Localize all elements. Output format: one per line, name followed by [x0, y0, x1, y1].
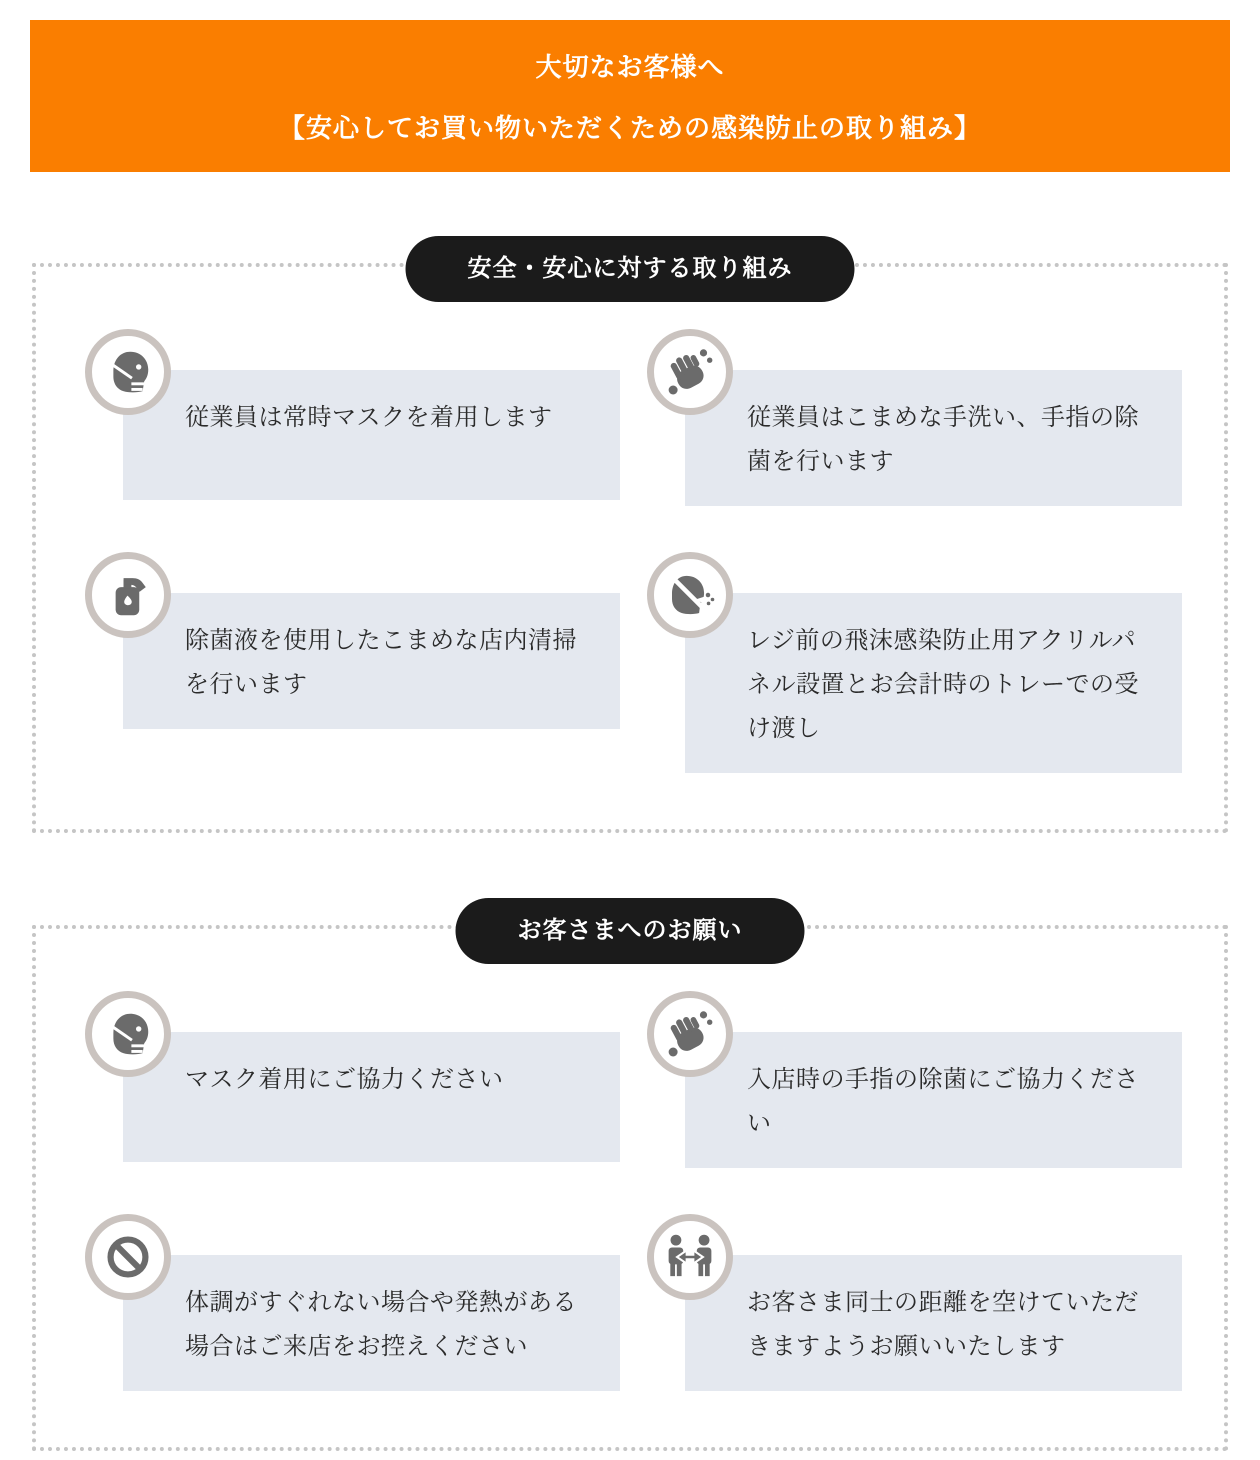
section-safety-measures — [32, 255, 1228, 833]
section-customer-requests — [32, 917, 1228, 1451]
header-banner — [30, 20, 1230, 172]
list-item — [85, 329, 620, 506]
item-text-box — [123, 370, 620, 500]
item-text-box — [123, 1255, 620, 1391]
section-badge: お客さまへのお願い — [456, 898, 805, 964]
item-text-box — [685, 593, 1182, 773]
items-grid — [85, 991, 1182, 1391]
droplet-block-icon — [647, 552, 733, 638]
list-item — [85, 1214, 620, 1391]
items-grid — [85, 329, 1182, 773]
sanitizer-bottle-icon — [85, 552, 171, 638]
item-text: 除菌液を使用したこまめな店内清掃を行います — [185, 627, 577, 698]
item-text: 従業員はこまめな手洗い、手指の除菌を行います — [747, 404, 1139, 475]
list-item — [85, 552, 620, 773]
prohibition-icon — [85, 1214, 171, 1300]
header-title: 大切なお客様へ — [535, 52, 725, 82]
list-item — [85, 991, 620, 1168]
mask-face-icon — [85, 329, 171, 415]
item-text-box — [685, 370, 1182, 506]
item-text: 入店時の手指の除菌にご協力ください — [747, 1066, 1139, 1137]
mask-face-icon — [85, 991, 171, 1077]
item-text-box — [685, 1255, 1182, 1391]
list-item — [647, 329, 1182, 506]
list-item — [647, 1214, 1182, 1391]
page — [0, 20, 1260, 1460]
item-text: マスク着用にご協力ください — [185, 1066, 504, 1093]
item-text-box — [123, 593, 620, 729]
item-text: 従業員は常時マスクを着用します — [185, 404, 553, 431]
social-distance-icon — [647, 1214, 733, 1300]
item-text: 体調がすぐれない場合や発熱がある場合はご来店をお控えください — [185, 1289, 577, 1360]
header-subtitle: 【安心してお買い物いただくための感染防止の取り組み】 — [278, 113, 981, 143]
section-badge: 安全・安心に対する取り組み — [406, 236, 855, 302]
list-item — [647, 552, 1182, 773]
list-item — [647, 991, 1182, 1168]
item-text-box — [685, 1032, 1182, 1168]
hand-wash-icon — [647, 991, 733, 1077]
item-text-box — [123, 1032, 620, 1162]
hand-wash-icon — [647, 329, 733, 415]
item-text: レジ前の飛沫感染防止用アクリルパネル設置とお会計時のトレーでの受け渡し — [747, 627, 1139, 742]
item-text: お客さま同士の距離を空けていただきますようお願いいたします — [747, 1289, 1139, 1360]
